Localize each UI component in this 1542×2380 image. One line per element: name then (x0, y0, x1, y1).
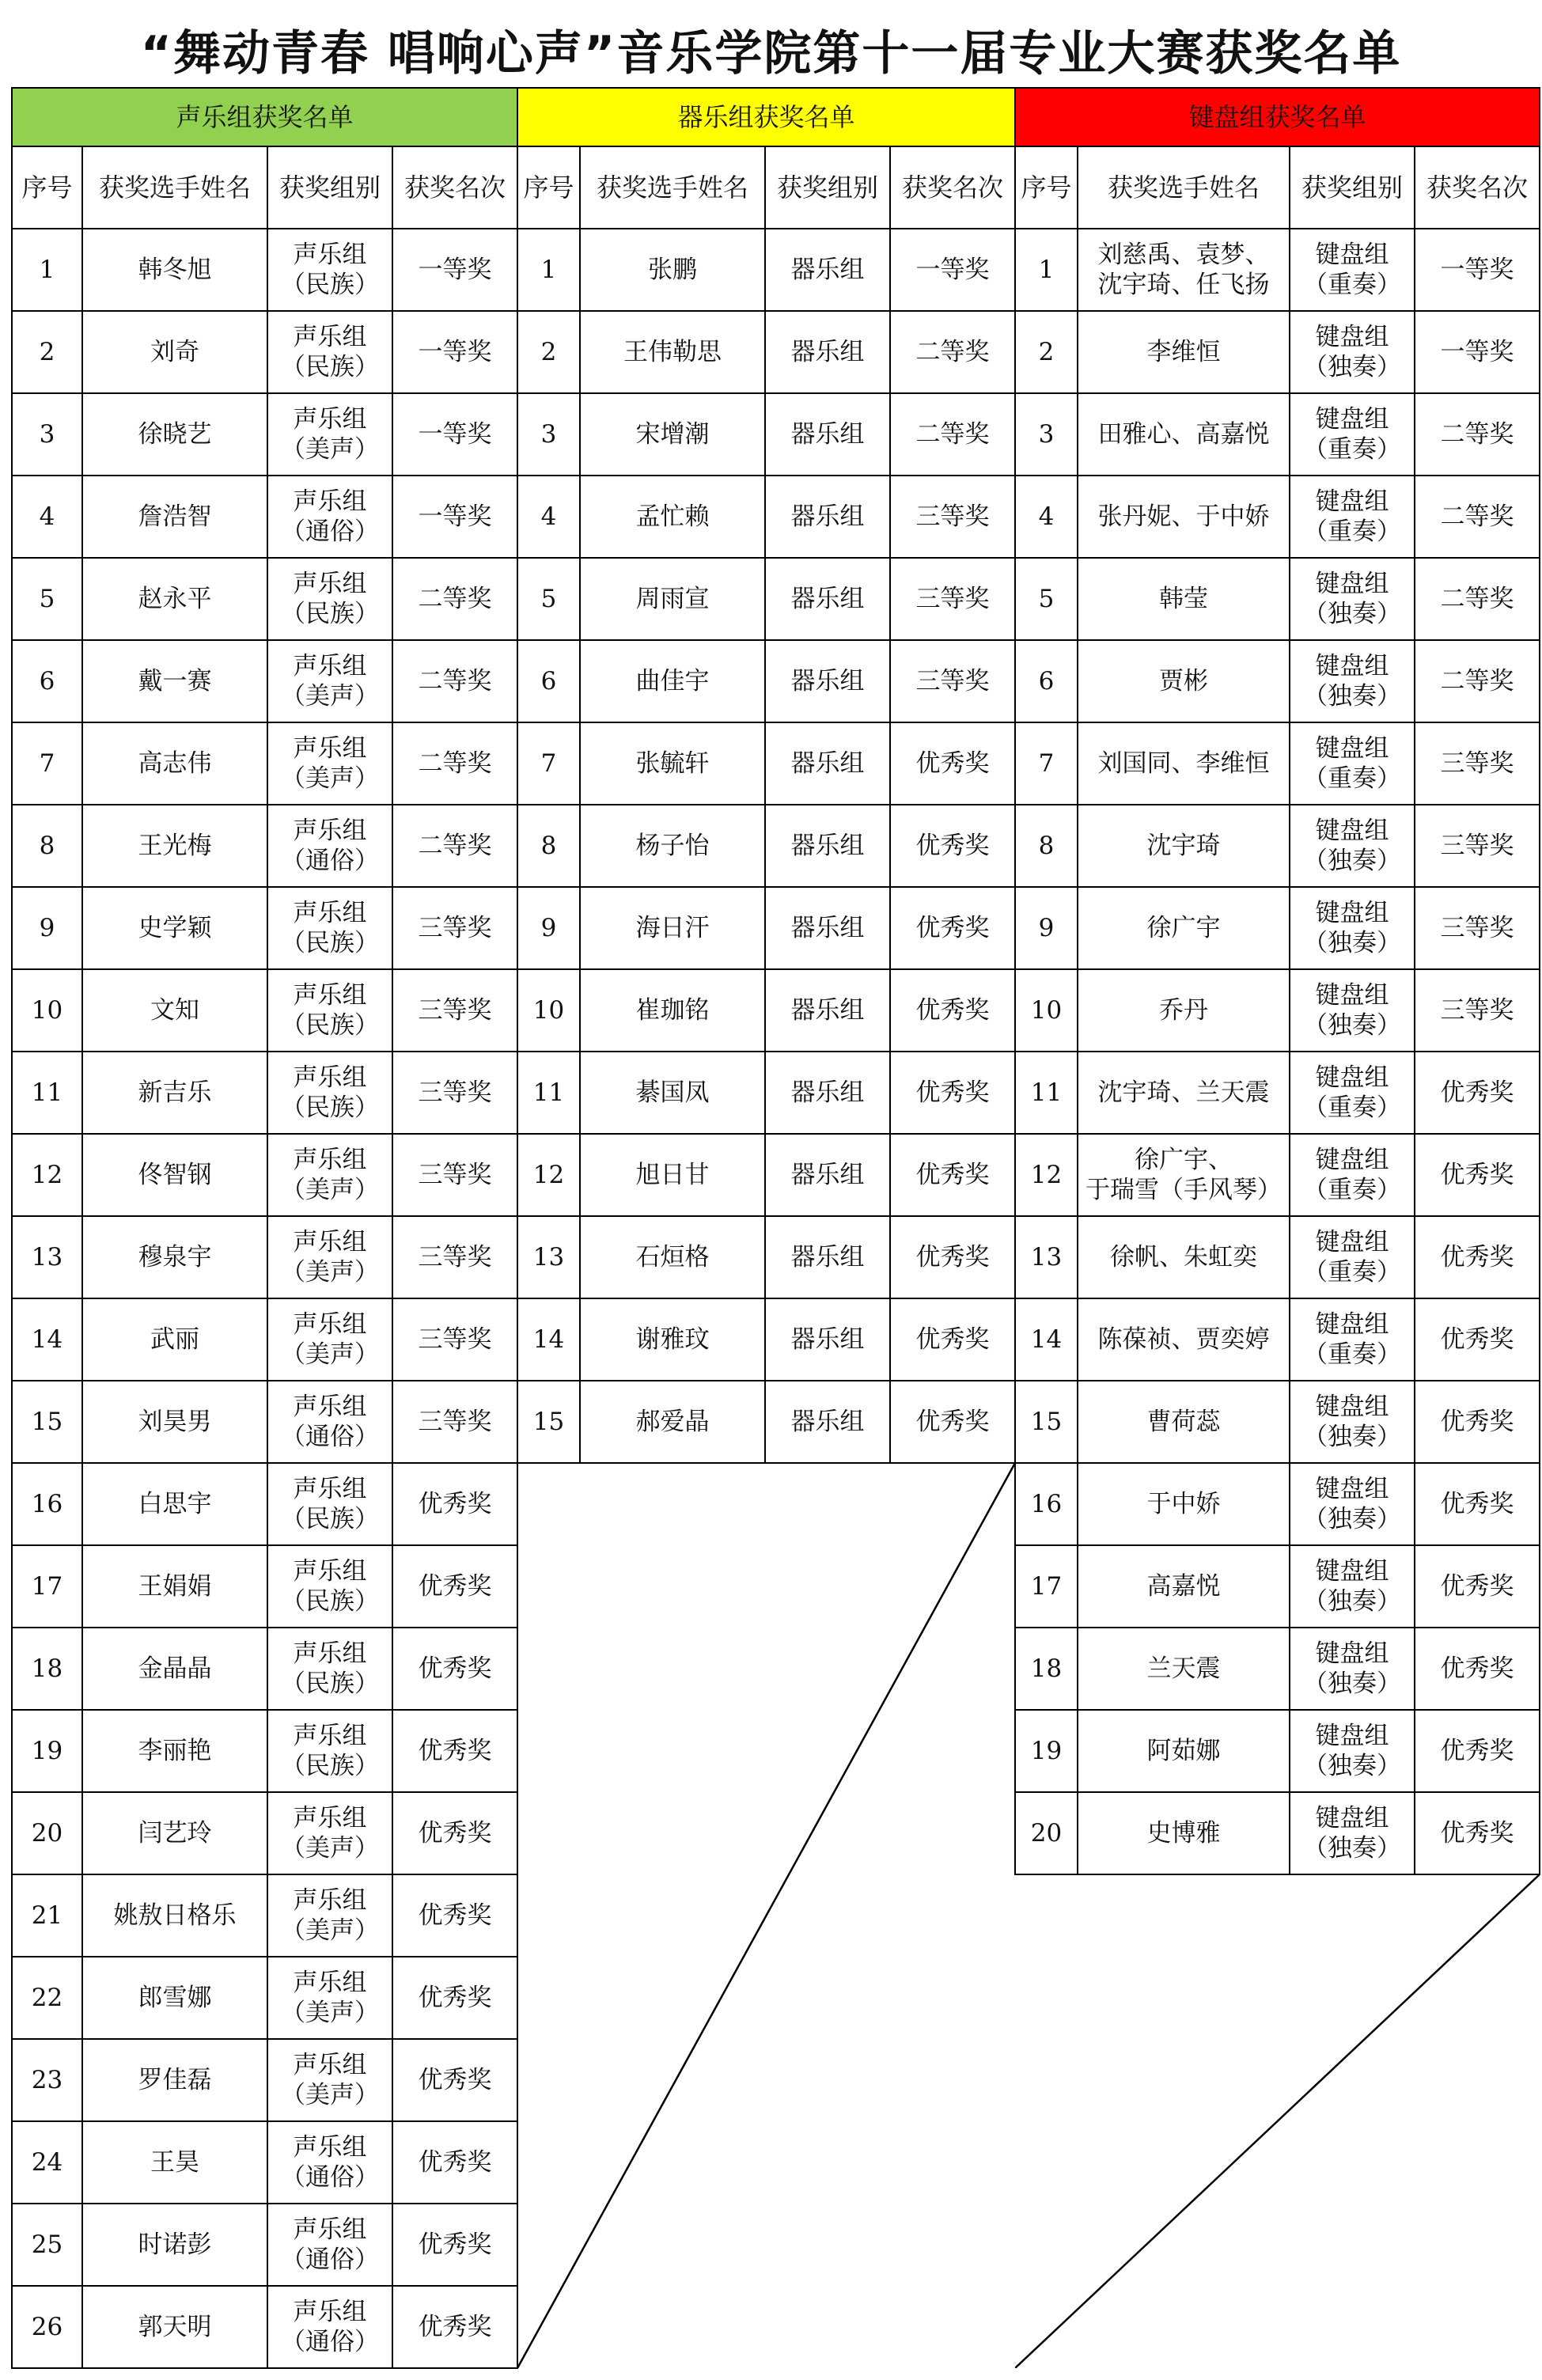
vocal-no-cell: 4 (12, 476, 82, 558)
keyboard-no-cell: 1 (1015, 229, 1078, 311)
keyboard-blank-area (1015, 1874, 1540, 2368)
keyboard-rank-cell: 优秀奖 (1415, 1052, 1540, 1134)
instrument-name-cell: 海日汗 (580, 887, 765, 969)
table-row (12, 476, 1540, 558)
instrument-rank-cell: 优秀奖 (890, 1298, 1015, 1381)
instrument-no-cell: 11 (517, 1052, 580, 1134)
vocal-group-cell: 声乐组 （美声） (267, 1792, 392, 1874)
vocal-name-cell: 戴一赛 (82, 640, 267, 722)
keyboard-group-cell: 键盘组 （独奏） (1290, 1710, 1415, 1792)
header-group: 获奖组别 (267, 146, 392, 229)
vocal-no-cell: 7 (12, 722, 82, 805)
keyboard-group-cell: 键盘组 （独奏） (1290, 640, 1415, 722)
instrument-no-cell: 13 (517, 1216, 580, 1298)
vocal-no-cell: 3 (12, 393, 82, 476)
table-row (12, 1298, 1540, 1381)
vocal-name-cell: 高志伟 (82, 722, 267, 805)
vocal-group-cell: 声乐组 （美声） (267, 1957, 392, 2039)
vocal-no-cell: 13 (12, 1216, 82, 1298)
instrument-name-cell: 崔珈铭 (580, 969, 765, 1052)
table-row (12, 805, 1540, 887)
vocal-group-cell: 声乐组 （美声） (267, 640, 392, 722)
vocal-rank-cell: 优秀奖 (392, 2286, 517, 2368)
table-row (12, 722, 1540, 805)
vocal-group-cell: 声乐组 （民族） (267, 887, 392, 969)
vocal-no-cell: 15 (12, 1381, 82, 1463)
keyboard-no-cell: 3 (1015, 393, 1078, 476)
instrument-no-cell: 12 (517, 1134, 580, 1216)
instrument-rank-cell: 二等奖 (890, 393, 1015, 476)
keyboard-rank-cell: 优秀奖 (1415, 1298, 1540, 1381)
instrument-rank-cell: 优秀奖 (890, 805, 1015, 887)
keyboard-group-cell: 键盘组 （独奏） (1290, 969, 1415, 1052)
keyboard-rank-cell: 优秀奖 (1415, 1134, 1540, 1216)
vocal-rank-cell: 一等奖 (392, 229, 517, 311)
keyboard-name-cell: 田雅心、高嘉悦 (1078, 393, 1290, 476)
vocal-name-cell: 武丽 (82, 1298, 267, 1381)
instrument-no-cell: 10 (517, 969, 580, 1052)
instrument-name-cell: 张鹏 (580, 229, 765, 311)
keyboard-no-cell: 16 (1015, 1463, 1078, 1545)
instrument-group-cell: 器乐组 (765, 1134, 890, 1216)
instrument-rank-cell: 优秀奖 (890, 887, 1015, 969)
keyboard-group-cell: 键盘组 （独奏） (1290, 558, 1415, 640)
instrument-name-cell: 石烜格 (580, 1216, 765, 1298)
keyboard-no-cell: 5 (1015, 558, 1078, 640)
table-row (12, 393, 1540, 476)
vocal-group-cell: 声乐组 （民族） (267, 969, 392, 1052)
header-name: 获奖选手姓名 (1078, 146, 1290, 229)
vocal-rank-cell: 优秀奖 (392, 1545, 517, 1628)
instrument-group-cell: 器乐组 (765, 722, 890, 805)
vocal-rank-cell: 优秀奖 (392, 1628, 517, 1710)
vocal-group-cell: 声乐组 （民族） (267, 1545, 392, 1628)
vocal-name-cell: 罗佳磊 (82, 2039, 267, 2121)
instrument-group-cell: 器乐组 (765, 558, 890, 640)
vocal-name-cell: 赵永平 (82, 558, 267, 640)
vocal-rank-cell: 一等奖 (392, 476, 517, 558)
vocal-name-cell: 白思宇 (82, 1463, 267, 1545)
instrument-no-cell: 1 (517, 229, 580, 311)
keyboard-group-cell: 键盘组 （独奏） (1290, 1463, 1415, 1545)
keyboard-group-cell: 键盘组 （独奏） (1290, 1545, 1415, 1628)
vocal-no-cell: 21 (12, 1874, 82, 1957)
vocal-no-cell: 9 (12, 887, 82, 969)
vocal-name-cell: 徐晓艺 (82, 393, 267, 476)
instrument-group-cell: 器乐组 (765, 476, 890, 558)
instrument-rank-cell: 三等奖 (890, 476, 1015, 558)
keyboard-name-cell: 高嘉悦 (1078, 1545, 1290, 1628)
vocal-name-cell: 詹浩智 (82, 476, 267, 558)
vocal-no-cell: 1 (12, 229, 82, 311)
keyboard-rank-cell: 三等奖 (1415, 805, 1540, 887)
instrument-name-cell: 綦国凤 (580, 1052, 765, 1134)
vocal-rank-cell: 三等奖 (392, 969, 517, 1052)
keyboard-no-cell: 4 (1015, 476, 1078, 558)
vocal-group-cell: 声乐组 （美声） (267, 722, 392, 805)
instrument-no-cell: 3 (517, 393, 580, 476)
vocal-no-cell: 2 (12, 311, 82, 393)
vocal-no-cell: 14 (12, 1298, 82, 1381)
vocal-no-cell: 20 (12, 1792, 82, 1874)
instrument-group-cell: 器乐组 (765, 887, 890, 969)
vocal-rank-cell: 三等奖 (392, 887, 517, 969)
keyboard-name-cell: 沈宇琦 (1078, 805, 1290, 887)
vocal-name-cell: 穆泉宇 (82, 1216, 267, 1298)
keyboard-no-cell: 2 (1015, 311, 1078, 393)
keyboard-group-header: 键盘组获奖名单 (1015, 88, 1540, 146)
instrument-rank-cell: 二等奖 (890, 311, 1015, 393)
vocal-rank-cell: 优秀奖 (392, 1957, 517, 2039)
instrument-no-cell: 4 (517, 476, 580, 558)
keyboard-name-cell: 史博雅 (1078, 1792, 1290, 1874)
keyboard-name-cell: 沈宇琦、兰天震 (1078, 1052, 1290, 1134)
vocal-no-cell: 22 (12, 1957, 82, 2039)
instrument-no-cell: 9 (517, 887, 580, 969)
keyboard-rank-cell: 三等奖 (1415, 969, 1540, 1052)
vocal-rank-cell: 二等奖 (392, 558, 517, 640)
keyboard-name-cell: 韩莹 (1078, 558, 1290, 640)
instrument-rank-cell: 三等奖 (890, 558, 1015, 640)
keyboard-group-cell: 键盘组 （重奏） (1290, 1298, 1415, 1381)
page-title: “舞动青春 唱响心声”音乐学院第十一届专业大赛获奖名单 (140, 26, 1402, 81)
instrument-no-cell: 15 (517, 1381, 580, 1463)
keyboard-name-cell: 徐帆、朱虹奕 (1078, 1216, 1290, 1298)
header-no: 序号 (1015, 146, 1078, 229)
keyboard-no-cell: 13 (1015, 1216, 1078, 1298)
vocal-no-cell: 23 (12, 2039, 82, 2121)
keyboard-rank-cell: 一等奖 (1415, 229, 1540, 311)
vocal-group-header: 声乐组获奖名单 (12, 88, 517, 146)
keyboard-no-cell: 17 (1015, 1545, 1078, 1628)
vocal-name-cell: 王娟娟 (82, 1545, 267, 1628)
column-header-row (12, 146, 1540, 229)
vocal-no-cell: 12 (12, 1134, 82, 1216)
header-no: 序号 (12, 146, 82, 229)
vocal-group-cell: 声乐组 （通俗） (267, 2286, 392, 2368)
instrument-group-cell: 器乐组 (765, 1216, 890, 1298)
vocal-group-cell: 声乐组 （美声） (267, 393, 392, 476)
vocal-group-cell: 声乐组 （民族） (267, 229, 392, 311)
vocal-group-cell: 声乐组 （美声） (267, 1874, 392, 1957)
vocal-rank-cell: 优秀奖 (392, 1710, 517, 1792)
instrument-rank-cell: 一等奖 (890, 229, 1015, 311)
vocal-rank-cell: 二等奖 (392, 722, 517, 805)
keyboard-no-cell: 15 (1015, 1381, 1078, 1463)
vocal-no-cell: 24 (12, 2121, 82, 2204)
keyboard-rank-cell: 二等奖 (1415, 640, 1540, 722)
vocal-no-cell: 25 (12, 2204, 82, 2286)
vocal-no-cell: 10 (12, 969, 82, 1052)
vocal-name-cell: 郭天明 (82, 2286, 267, 2368)
instrument-name-cell: 孟忙赖 (580, 476, 765, 558)
group-header-row (12, 88, 1540, 146)
keyboard-group-cell: 键盘组 （重奏） (1290, 393, 1415, 476)
instrument-no-cell: 7 (517, 722, 580, 805)
instrument-group-cell: 器乐组 (765, 1298, 890, 1381)
keyboard-name-cell: 兰天震 (1078, 1628, 1290, 1710)
instrument-group-cell: 器乐组 (765, 640, 890, 722)
keyboard-name-cell: 张丹妮、于中娇 (1078, 476, 1290, 558)
vocal-name-cell: 姚敖日格乐 (82, 1874, 267, 1957)
keyboard-group-cell: 键盘组 （重奏） (1290, 229, 1415, 311)
instrument-group-cell: 器乐组 (765, 1052, 890, 1134)
keyboard-no-cell: 9 (1015, 887, 1078, 969)
vocal-rank-cell: 优秀奖 (392, 1792, 517, 1874)
vocal-no-cell: 6 (12, 640, 82, 722)
keyboard-group-cell: 键盘组 （重奏） (1290, 1216, 1415, 1298)
keyboard-name-cell: 曹荷蕊 (1078, 1381, 1290, 1463)
instrument-group-cell: 器乐组 (765, 805, 890, 887)
table-row (12, 1052, 1540, 1134)
vocal-name-cell: 新吉乐 (82, 1052, 267, 1134)
keyboard-group-cell: 键盘组 （重奏） (1290, 722, 1415, 805)
table-row (12, 1381, 1540, 1463)
table-row (12, 1463, 1540, 1545)
keyboard-group-cell: 键盘组 （独奏） (1290, 1628, 1415, 1710)
vocal-rank-cell: 优秀奖 (392, 2121, 517, 2204)
instrument-group-cell: 器乐组 (765, 1381, 890, 1463)
keyboard-rank-cell: 优秀奖 (1415, 1216, 1540, 1298)
keyboard-name-cell: 徐广宇、 于瑞雪（手风琴） (1078, 1134, 1290, 1216)
vocal-group-cell: 声乐组 （民族） (267, 1463, 392, 1545)
keyboard-name-cell: 乔丹 (1078, 969, 1290, 1052)
instrument-name-cell: 郝爱晶 (580, 1381, 765, 1463)
header-name: 获奖选手姓名 (82, 146, 267, 229)
instrument-no-cell: 6 (517, 640, 580, 722)
keyboard-group-cell: 键盘组 （独奏） (1290, 805, 1415, 887)
instrument-no-cell: 2 (517, 311, 580, 393)
vocal-rank-cell: 优秀奖 (392, 2204, 517, 2286)
vocal-name-cell: 郎雪娜 (82, 1957, 267, 2039)
header-rank: 获奖名次 (1415, 146, 1540, 229)
instrument-blank-area (517, 1463, 1015, 2368)
vocal-no-cell: 19 (12, 1710, 82, 1792)
keyboard-no-cell: 20 (1015, 1792, 1078, 1874)
vocal-rank-cell: 三等奖 (392, 1134, 517, 1216)
vocal-rank-cell: 三等奖 (392, 1052, 517, 1134)
vocal-name-cell: 王光梅 (82, 805, 267, 887)
keyboard-rank-cell: 优秀奖 (1415, 1710, 1540, 1792)
instrument-rank-cell: 优秀奖 (890, 1134, 1015, 1216)
vocal-rank-cell: 一等奖 (392, 393, 517, 476)
keyboard-rank-cell: 优秀奖 (1415, 1792, 1540, 1874)
keyboard-no-cell: 10 (1015, 969, 1078, 1052)
keyboard-name-cell: 于中娇 (1078, 1463, 1290, 1545)
header-no: 序号 (517, 146, 580, 229)
vocal-group-cell: 声乐组 （民族） (267, 1628, 392, 1710)
vocal-name-cell: 金晶晶 (82, 1628, 267, 1710)
keyboard-rank-cell: 二等奖 (1415, 476, 1540, 558)
keyboard-no-cell: 7 (1015, 722, 1078, 805)
vocal-name-cell: 史学颖 (82, 887, 267, 969)
table-row (12, 1216, 1540, 1298)
keyboard-no-cell: 18 (1015, 1628, 1078, 1710)
table-row (12, 640, 1540, 722)
instrument-no-cell: 14 (517, 1298, 580, 1381)
vocal-name-cell: 韩冬旭 (82, 229, 267, 311)
vocal-name-cell: 李丽艳 (82, 1710, 267, 1792)
header-rank: 获奖名次 (890, 146, 1015, 229)
instrument-group-cell: 器乐组 (765, 969, 890, 1052)
keyboard-name-cell: 刘慈禹、袁梦、 沈宇琦、任飞扬 (1078, 229, 1290, 311)
vocal-group-cell: 声乐组 （通俗） (267, 2121, 392, 2204)
keyboard-rank-cell: 优秀奖 (1415, 1628, 1540, 1710)
instrument-name-cell: 杨子怡 (580, 805, 765, 887)
keyboard-group-cell: 键盘组 （独奏） (1290, 887, 1415, 969)
vocal-group-cell: 声乐组 （通俗） (267, 476, 392, 558)
instrument-rank-cell: 优秀奖 (890, 1052, 1015, 1134)
vocal-rank-cell: 一等奖 (392, 311, 517, 393)
keyboard-name-cell: 贾彬 (1078, 640, 1290, 722)
vocal-name-cell: 文知 (82, 969, 267, 1052)
header-rank: 获奖名次 (392, 146, 517, 229)
vocal-no-cell: 16 (12, 1463, 82, 1545)
instrument-rank-cell: 优秀奖 (890, 1381, 1015, 1463)
keyboard-name-cell: 李维恒 (1078, 311, 1290, 393)
instrument-rank-cell: 三等奖 (890, 640, 1015, 722)
vocal-name-cell: 刘昊男 (82, 1381, 267, 1463)
keyboard-no-cell: 14 (1015, 1298, 1078, 1381)
keyboard-group-cell: 键盘组 （重奏） (1290, 1052, 1415, 1134)
table-row (12, 311, 1540, 393)
vocal-group-cell: 声乐组 （民族） (267, 1052, 392, 1134)
instrument-no-cell: 8 (517, 805, 580, 887)
keyboard-group-cell: 键盘组 （重奏） (1290, 1134, 1415, 1216)
instrument-name-cell: 曲佳宇 (580, 640, 765, 722)
keyboard-rank-cell: 优秀奖 (1415, 1545, 1540, 1628)
vocal-name-cell: 刘奇 (82, 311, 267, 393)
vocal-group-cell: 声乐组 （民族） (267, 558, 392, 640)
keyboard-rank-cell: 优秀奖 (1415, 1381, 1540, 1463)
keyboard-rank-cell: 三等奖 (1415, 887, 1540, 969)
instrument-group-cell: 器乐组 (765, 229, 890, 311)
keyboard-rank-cell: 一等奖 (1415, 311, 1540, 393)
vocal-rank-cell: 三等奖 (392, 1298, 517, 1381)
keyboard-rank-cell: 三等奖 (1415, 722, 1540, 805)
instrument-name-cell: 谢雅玟 (580, 1298, 765, 1381)
keyboard-group-cell: 键盘组 （独奏） (1290, 1381, 1415, 1463)
vocal-group-cell: 声乐组 （美声） (267, 1134, 392, 1216)
instrument-rank-cell: 优秀奖 (890, 722, 1015, 805)
vocal-rank-cell: 三等奖 (392, 1381, 517, 1463)
table-row (12, 887, 1540, 969)
vocal-no-cell: 17 (12, 1545, 82, 1628)
instrument-name-cell: 周雨宣 (580, 558, 765, 640)
instrument-group-cell: 器乐组 (765, 393, 890, 476)
instrument-group-cell: 器乐组 (765, 311, 890, 393)
vocal-no-cell: 18 (12, 1628, 82, 1710)
vocal-no-cell: 5 (12, 558, 82, 640)
vocal-name-cell: 王昊 (82, 2121, 267, 2204)
keyboard-rank-cell: 二等奖 (1415, 393, 1540, 476)
instrument-name-cell: 王伟勒思 (580, 311, 765, 393)
vocal-rank-cell: 优秀奖 (392, 1874, 517, 1957)
award-table (11, 87, 1540, 2369)
keyboard-name-cell: 徐广宇 (1078, 887, 1290, 969)
instrument-name-cell: 张毓轩 (580, 722, 765, 805)
vocal-no-cell: 8 (12, 805, 82, 887)
vocal-name-cell: 时诺彭 (82, 2204, 267, 2286)
vocal-group-cell: 声乐组 （民族） (267, 311, 392, 393)
keyboard-rank-cell: 优秀奖 (1415, 1463, 1540, 1545)
vocal-group-cell: 声乐组 （美声） (267, 2039, 392, 2121)
keyboard-no-cell: 11 (1015, 1052, 1078, 1134)
vocal-rank-cell: 二等奖 (392, 640, 517, 722)
vocal-group-cell: 声乐组 （通俗） (267, 805, 392, 887)
vocal-no-cell: 26 (12, 2286, 82, 2368)
keyboard-name-cell: 刘国同、李维恒 (1078, 722, 1290, 805)
vocal-rank-cell: 优秀奖 (392, 2039, 517, 2121)
keyboard-name-cell: 陈葆祯、贾奕婷 (1078, 1298, 1290, 1381)
vocal-name-cell: 闫艺玲 (82, 1792, 267, 1874)
header-group: 获奖组别 (765, 146, 890, 229)
vocal-rank-cell: 三等奖 (392, 1216, 517, 1298)
keyboard-no-cell: 12 (1015, 1134, 1078, 1216)
instrument-name-cell: 宋增潮 (580, 393, 765, 476)
table-row (12, 558, 1540, 640)
vocal-group-cell: 声乐组 （民族） (267, 1710, 392, 1792)
vocal-rank-cell: 二等奖 (392, 805, 517, 887)
keyboard-name-cell: 阿茹娜 (1078, 1710, 1290, 1792)
keyboard-no-cell: 6 (1015, 640, 1078, 722)
instrument-group-header: 器乐组获奖名单 (517, 88, 1015, 146)
keyboard-rank-cell: 二等奖 (1415, 558, 1540, 640)
instrument-no-cell: 5 (517, 558, 580, 640)
vocal-group-cell: 声乐组 （通俗） (267, 1381, 392, 1463)
instrument-rank-cell: 优秀奖 (890, 969, 1015, 1052)
table-row (12, 229, 1540, 311)
vocal-group-cell: 声乐组 （美声） (267, 1298, 392, 1381)
keyboard-group-cell: 键盘组 （独奏） (1290, 1792, 1415, 1874)
vocal-rank-cell: 优秀奖 (392, 1463, 517, 1545)
vocal-no-cell: 11 (12, 1052, 82, 1134)
header-name: 获奖选手姓名 (580, 146, 765, 229)
vocal-group-cell: 声乐组 （美声） (267, 1216, 392, 1298)
instrument-name-cell: 旭日甘 (580, 1134, 765, 1216)
header-group: 获奖组别 (1290, 146, 1415, 229)
table-row (12, 1134, 1540, 1216)
keyboard-group-cell: 键盘组 （重奏） (1290, 476, 1415, 558)
vocal-group-cell: 声乐组 （通俗） (267, 2204, 392, 2286)
keyboard-no-cell: 19 (1015, 1710, 1078, 1792)
instrument-rank-cell: 优秀奖 (890, 1216, 1015, 1298)
keyboard-no-cell: 8 (1015, 805, 1078, 887)
table-row (12, 969, 1540, 1052)
vocal-name-cell: 佟智钢 (82, 1134, 267, 1216)
keyboard-group-cell: 键盘组 （独奏） (1290, 311, 1415, 393)
